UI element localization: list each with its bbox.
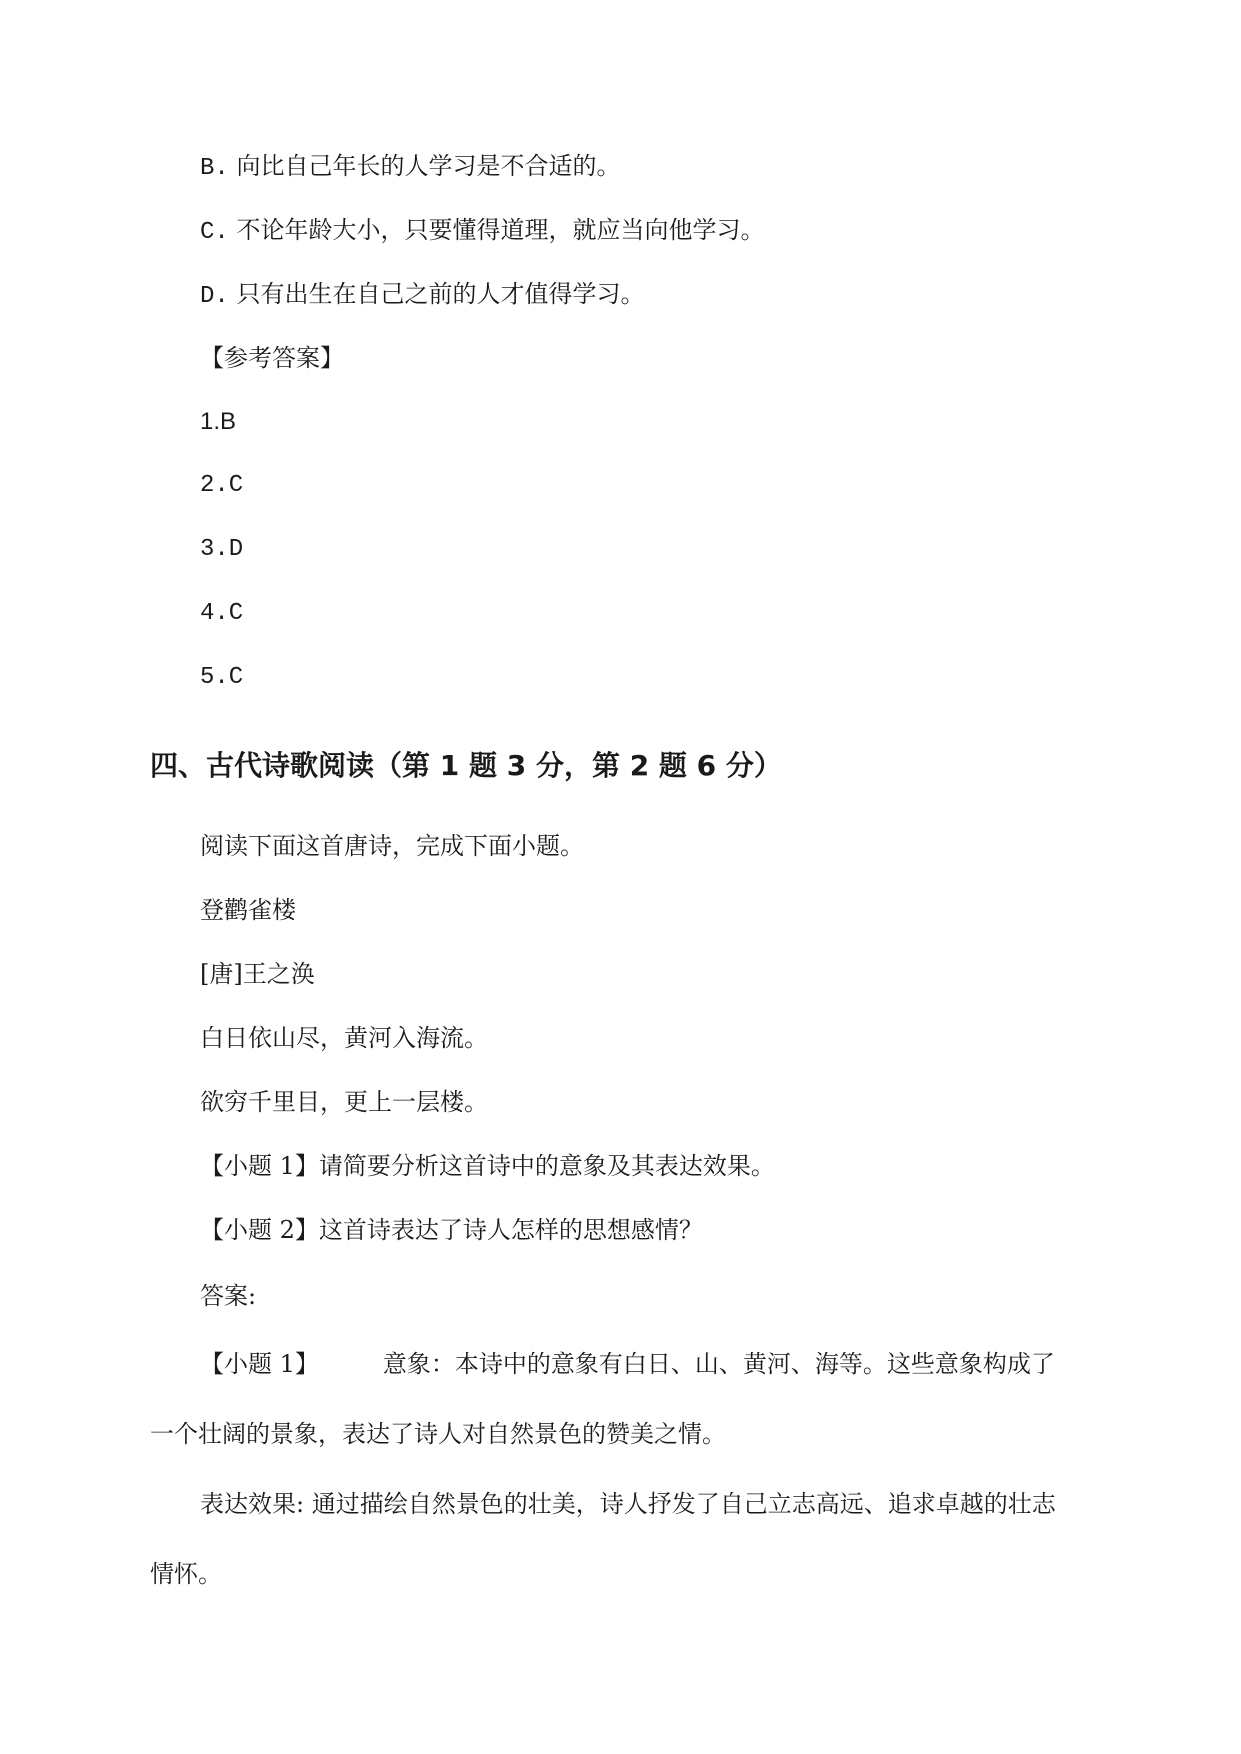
option-letter: D. bbox=[200, 283, 229, 310]
poem-line: 欲穷千里目，更上一层楼。 bbox=[200, 1088, 488, 1116]
section-heading: 四、古代诗歌阅读（第 1 题 3 分，第 2 题 6 分） bbox=[150, 749, 782, 782]
answer-effect-line1: 表达效果: 通过描绘自然景色的壮美，诗人抒发了自己立志高远、追求卓越的壮志 bbox=[200, 1490, 1056, 1518]
option-letter: C. bbox=[200, 219, 229, 246]
question-1 bbox=[200, 1150, 775, 1182]
answer-heading: 【参考答案】 bbox=[200, 344, 344, 372]
option-b bbox=[200, 150, 620, 185]
question-2 bbox=[200, 1214, 703, 1246]
answer-effect-line2: 情怀。 bbox=[150, 1560, 222, 1588]
answer-q1-label: 【小题 1】 bbox=[200, 1350, 319, 1378]
option-d bbox=[200, 278, 644, 313]
question-text: 请简要分析这首诗中的意象及其表达效果。 bbox=[318, 1152, 775, 1180]
instruction: 阅读下面这首唐诗，完成下面小题。 bbox=[200, 832, 584, 860]
answer-q1-text: 意象：本诗中的意象有白日、山、黄河、海等。这些意象构成了 bbox=[382, 1350, 1055, 1378]
answer-item: 4.C bbox=[200, 600, 244, 627]
answer-label: 答案: bbox=[200, 1282, 257, 1310]
question-label: 【小题 1】 bbox=[200, 1152, 319, 1180]
poem-line: 白日依山尽，黄河入海流。 bbox=[200, 1024, 488, 1052]
option-letter: B. bbox=[200, 155, 229, 182]
question-text: 这首诗表达了诗人怎样的思想感情？ bbox=[318, 1216, 703, 1244]
answer-item: 3.D bbox=[200, 536, 244, 563]
option-text: 向比自己年长的人学习是不合适的。 bbox=[236, 152, 621, 180]
question-label: 【小题 2】 bbox=[200, 1216, 319, 1244]
poem-author: [唐]王之涣 bbox=[200, 960, 315, 988]
answer-item: 2.C bbox=[200, 472, 244, 499]
answer-item: 1.B bbox=[200, 408, 237, 435]
poem-title: 登鹳雀楼 bbox=[200, 896, 296, 924]
option-text: 只有出生在自己之前的人才值得学习。 bbox=[236, 280, 645, 308]
answer-q1-line1 bbox=[200, 1348, 1055, 1380]
answer-q1-line2: 一个壮阔的景象，表达了诗人对自然景色的赞美之情。 bbox=[150, 1420, 726, 1448]
option-text: 不论年龄大小，只要懂得道理，就应当向他学习。 bbox=[236, 216, 765, 244]
answer-item: 5.C bbox=[200, 664, 244, 691]
option-c bbox=[200, 214, 764, 249]
